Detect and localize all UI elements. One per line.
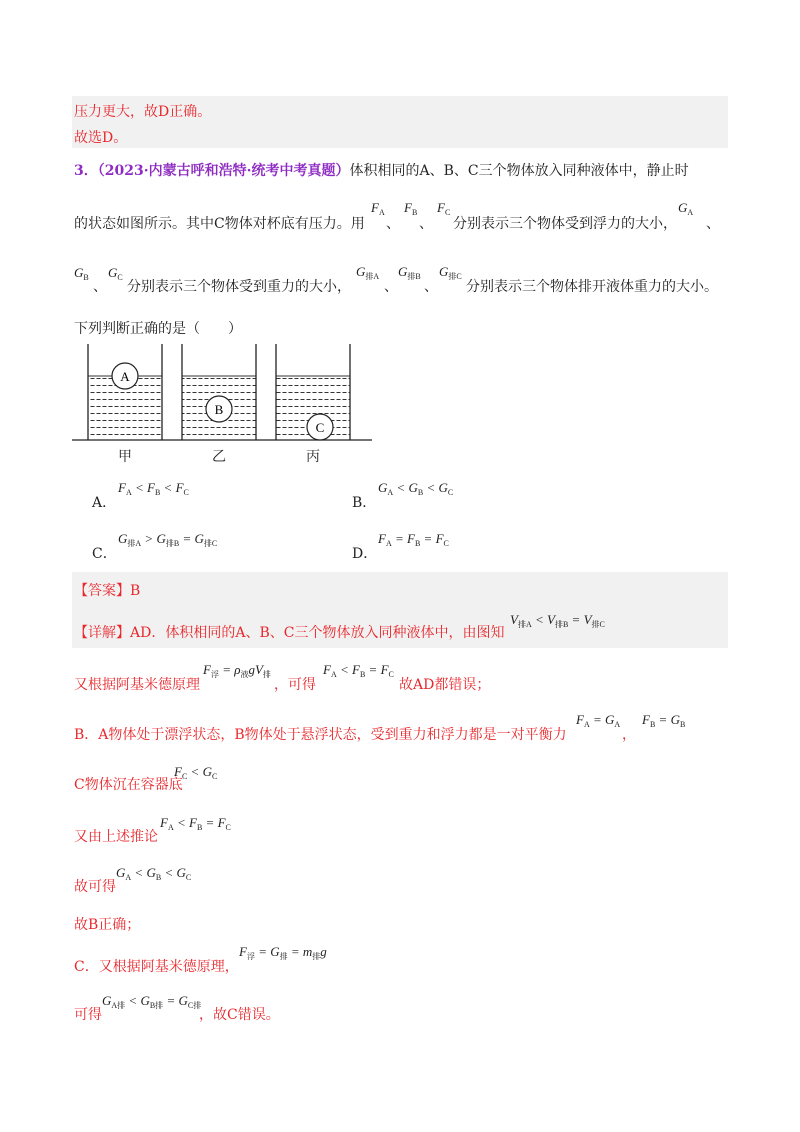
- question-number: 3．: [74, 163, 98, 179]
- detail-label: 【详解】: [74, 625, 130, 641]
- sep: 、: [384, 279, 398, 295]
- question-line-2: [74, 213, 365, 233]
- formula-g-pai: $G_{A排} < G_{B排} = G_{C排}$: [102, 993, 202, 1010]
- answer-line-8: C．又根据阿基米德原理，: [74, 959, 239, 975]
- answer-line-2b: ，可得: [274, 677, 316, 693]
- option-d-formula[interactable]: $F_A = F_B = F_C$: [378, 531, 449, 548]
- ball-b-label: B: [214, 402, 224, 417]
- prev-line-1: 压力更大，故D正确。: [74, 104, 212, 120]
- ball-c-label: C: [315, 420, 325, 435]
- answer-line-3b: ，: [622, 727, 636, 743]
- sep: 、: [93, 279, 107, 295]
- symbol-ga: $G_A$: [678, 200, 694, 217]
- symbol-fc: $F_C$: [437, 200, 451, 217]
- detail-text-1: AD．体积相同的A、B、C三个物体放入同种液体中，由图知: [130, 625, 505, 641]
- symbol-gc: $G_C$: [108, 265, 123, 282]
- symbol-g-pai-c: $G_{排C}$: [439, 264, 462, 281]
- caption-bing: 丙: [306, 449, 320, 465]
- beaker-jia: [88, 344, 162, 440]
- formula-ga-gb-gc: $G_A < G_B < G_C$: [116, 865, 192, 882]
- caption-yi: 乙: [212, 449, 226, 465]
- question-text-2b: 分别表示三个物体受到浮力的大小，: [453, 216, 677, 232]
- formula-fa-fb-fc: $F_A < F_B = F_C$: [323, 662, 394, 679]
- question-text-4: 下列判断正确的是（ ）: [74, 321, 242, 337]
- question-text-1: 体积相同的A、B、C三个物体放入同种液体中，静止时: [349, 163, 689, 179]
- question-text-3a: 分别表示三个物体受到重力的大小，: [127, 279, 351, 295]
- symbol-g-pai-b: $G_{排B}$: [398, 264, 421, 281]
- question-text-2a: 的状态如图所示。其中C物体对杯底有压力。用: [74, 216, 365, 232]
- answer-line-9: 可得: [74, 1007, 102, 1023]
- option-a-formula[interactable]: $F_A < F_B < F_C$: [118, 480, 189, 497]
- answer-line-7: 故B正确；: [74, 917, 141, 933]
- sep: 、: [706, 216, 720, 232]
- formula-fb-gb: $F_B = G_B$: [642, 712, 686, 729]
- answer-label: 【答案】B: [74, 583, 141, 599]
- beaker-bing: [276, 344, 350, 440]
- answer-line-9b: ，故C错误。: [199, 1007, 280, 1023]
- ball-a-label: A: [120, 369, 130, 384]
- formula-fa-fb-fc-2: $F_A < F_B = F_C$: [160, 815, 231, 832]
- option-b-letter[interactable]: B．: [352, 495, 377, 511]
- answer-line-2c: 故AD都错误；: [399, 677, 491, 693]
- caption-jia: 甲: [118, 449, 132, 465]
- answer-line-1: [74, 622, 504, 642]
- symbol-fa: $F_A$: [371, 200, 385, 217]
- question-line-1: [74, 160, 689, 180]
- answer-line-6: 故可得: [74, 879, 116, 895]
- sep: 、: [386, 216, 400, 232]
- option-d-letter[interactable]: D．: [352, 546, 378, 562]
- option-c-formula[interactable]: $G_{排A} > G_{排B} = G_{排C}$: [118, 531, 218, 548]
- question-text-3b: 分别表示三个物体排开液体重力的大小。: [466, 279, 718, 295]
- option-b-formula[interactable]: $G_A < G_B < G_C$: [378, 480, 454, 497]
- prev-line-2: 故选D。: [74, 130, 128, 146]
- answer-line-2: 又根据阿基米德原理: [74, 677, 200, 693]
- formula-v-pai: $V_{排A} < V_{排B} = V_{排C}$: [510, 612, 605, 629]
- symbol-gb: $G_B$: [74, 265, 89, 282]
- sep: 、: [419, 216, 433, 232]
- answer-line-5: 又由上述推论: [74, 829, 158, 845]
- symbol-fb: $F_B$: [404, 200, 418, 217]
- option-a-letter[interactable]: A．: [92, 495, 117, 511]
- formula-archimedes-1: $F_浮 = \rho_液gV_排$: [203, 662, 271, 679]
- sep: 、: [424, 279, 438, 295]
- formula-fc-gc: $F_C < G_C$: [174, 764, 218, 781]
- symbol-g-pai-a: $G_{排A}$: [356, 264, 380, 281]
- answer-line-4: C物体沉在容器底: [74, 777, 183, 793]
- option-c-letter[interactable]: C．: [92, 546, 117, 562]
- question-source: （2023·内蒙古呼和浩特·统考中考真题）: [97, 163, 350, 179]
- beaker-yi: [182, 344, 256, 440]
- answer-line-3: B．A物体处于漂浮状态，B物体处于悬浮状态，受到重力和浮力都是一对平衡力: [74, 727, 567, 743]
- formula-archimedes-2: $F_浮 = G_排 = m_排g$: [239, 944, 327, 961]
- formula-fa-ga: $F_A = G_A$: [576, 712, 621, 729]
